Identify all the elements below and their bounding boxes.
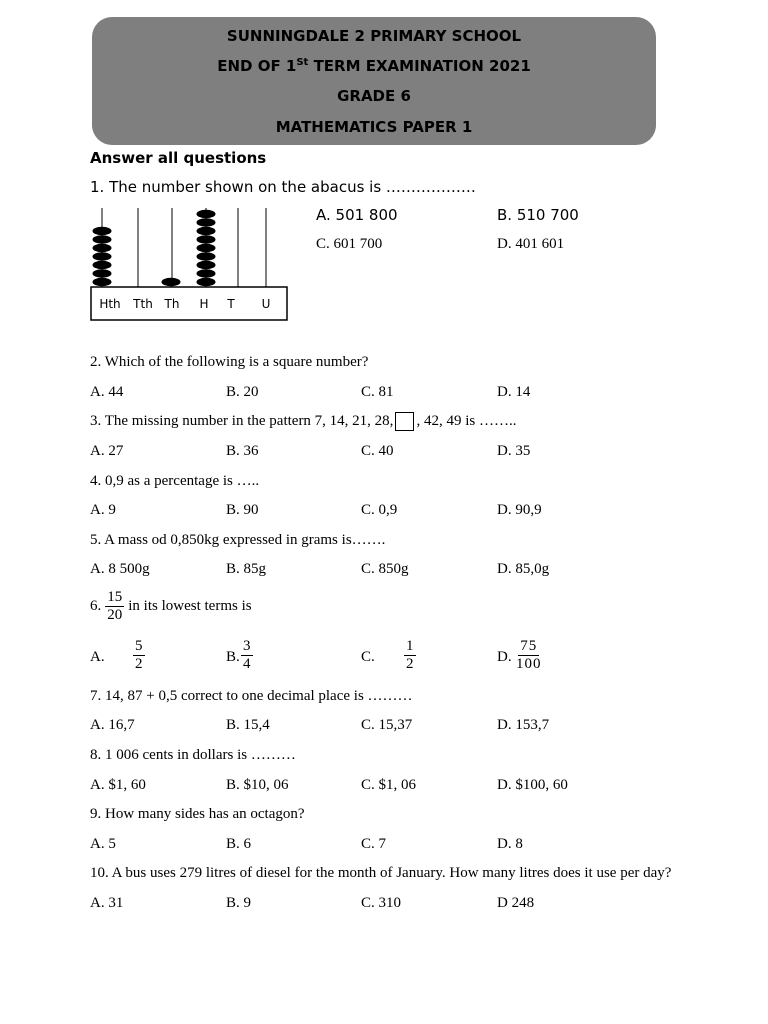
q7-option-a[interactable]: A. 16,7 [90,717,135,733]
q6-fraction: $\frac{15}{20}$ [107,589,123,624]
abacus-label-hth: Hth [99,297,121,311]
q10-text: 10. A bus uses 279 litres of diesel for the month of January. How many litres does it use per day? [90,865,672,881]
q7-text: 7. 14, 87 + 0,5 correct to one decimal place is ……… [90,688,413,704]
q8-text: 8. 1 006 cents in dollars is ……… [90,747,296,763]
abacus-bead [93,244,112,252]
school-name: SUNNINGDALE 2 PRIMARY SCHOOL [226,27,522,45]
q6-option-c-fraction[interactable]: $\frac{1}{2}$ [406,638,414,673]
q9-option-a[interactable]: A. 5 [90,836,116,852]
q3-option-b[interactable]: B. 36 [226,443,259,459]
abacus-bead [197,235,216,243]
q6-option-a-fraction[interactable]: $\frac{5}{2}$ [135,638,143,673]
abacus-bead [197,261,216,269]
q2-option-a[interactable]: A. 44 [90,384,124,400]
missing-number-box [395,412,414,431]
q8-option-c[interactable]: C. $1, 06 [361,777,417,793]
q3-option-c[interactable]: C. 40 [361,443,394,459]
instruction: Answer all questions [90,149,267,167]
q5-option-a[interactable]: A. 8 500g [90,561,150,577]
q10-option-a[interactable]: A. 31 [90,895,124,911]
abacus-bead [197,252,216,260]
abacus-label-u: U [261,297,271,311]
q7-option-d[interactable]: D. 153,7 [497,717,550,733]
abacus-bead [197,278,216,286]
q6-option-a-letter[interactable]: A. [90,649,105,665]
q5-option-b[interactable]: B. 85g [226,561,267,577]
abacus-bead [197,269,216,277]
q3-option-d[interactable]: D. 35 [497,443,531,459]
abacus-label-h: H [199,297,209,311]
abacus-bead [93,261,112,269]
abacus-bead [197,210,216,218]
abacus-rods [93,208,267,287]
header-banner [92,17,656,145]
q10-option-d[interactable]: D 248 [497,895,535,911]
q6-option-b-letter[interactable]: B. [226,649,240,665]
q8-option-b[interactable]: B. $10, 06 [226,777,289,793]
q9-option-b[interactable]: B. 6 [226,836,252,852]
q4-option-c[interactable]: C. 0,9 [361,502,398,518]
q10-option-c[interactable]: C. 310 [361,895,402,911]
q4-option-d[interactable]: D. 90,9 [497,502,542,518]
q1-text: 1. The number shown on the abacus is ……………… [90,178,476,196]
q9-option-c[interactable]: C. 7 [361,836,387,852]
paper-title: MATHEMATICS PAPER 1 [275,118,473,136]
q1-option-d[interactable]: D. 401 601 [497,236,565,252]
abacus-label-tth: Tth [133,297,153,311]
exam-title: END OF 1St TERM EXAMINATION 2021 [217,57,531,75]
q4-option-a[interactable]: A. 9 [90,502,116,518]
q6-text: 6. $\frac{15}{20}$ in its lowest terms is [90,589,252,624]
q9-text: 9. How many sides has an octagon? [90,806,305,822]
abacus-label-th: Th [164,297,180,311]
q4-text: 4. 0,9 as a percentage is ….. [90,473,260,489]
q3-text: 3. The missing number in the pattern 7, 14, 21, 28, , 42, 49 is …….. [90,412,516,431]
q1-option-b[interactable]: B. 510 700 [497,206,579,224]
abacus-bead [197,218,216,226]
q3-option-a[interactable]: A. 27 [90,443,124,459]
abacus-label-t: T [227,297,235,311]
q5-text: 5. A mass od 0,850kg expressed in grams is……. [90,532,386,548]
abacus-diagram [88,204,292,324]
q5-option-c[interactable]: C. 850g [361,561,409,577]
q4-option-b[interactable]: B. 90 [226,502,259,518]
q7-option-c[interactable]: C. 15,37 [361,717,413,733]
q2-text: 2. Which of the following is a square number? [90,354,369,370]
abacus-bead [93,252,112,260]
abacus-bead [162,278,181,286]
q6-option-d-fraction[interactable]: $\frac{75}{100}$ [516,638,542,673]
abacus-bead [93,227,112,235]
abacus-bead [197,227,216,235]
abacus-bead [93,235,112,243]
q5-option-d[interactable]: D. 85,0g [497,561,550,577]
q2-option-d[interactable]: D. 14 [497,384,531,400]
abacus-bead [197,244,216,252]
q2-option-c[interactable]: C. 81 [361,384,394,400]
q1-option-c[interactable]: C. 601 700 [316,236,383,252]
q8-option-d[interactable]: D. $100, 60 [497,777,568,793]
abacus-bead [93,278,112,286]
q6-option-b-fraction[interactable]: $\frac{3}{4}$ [243,638,251,673]
q10-option-b[interactable]: B. 9 [226,895,252,911]
grade-label: GRADE 6 [337,87,411,105]
q9-option-d[interactable]: D. 8 [497,836,523,852]
q8-option-a[interactable]: A. $1, 60 [90,777,146,793]
abacus-bead [93,269,112,277]
q6-option-d-letter[interactable]: D. [497,649,512,665]
q6-option-c-letter[interactable]: C. [361,649,375,665]
q2-option-b[interactable]: B. 20 [226,384,259,400]
q1-option-a[interactable]: A. 501 800 [316,206,398,224]
q7-option-b[interactable]: B. 15,4 [226,717,270,733]
